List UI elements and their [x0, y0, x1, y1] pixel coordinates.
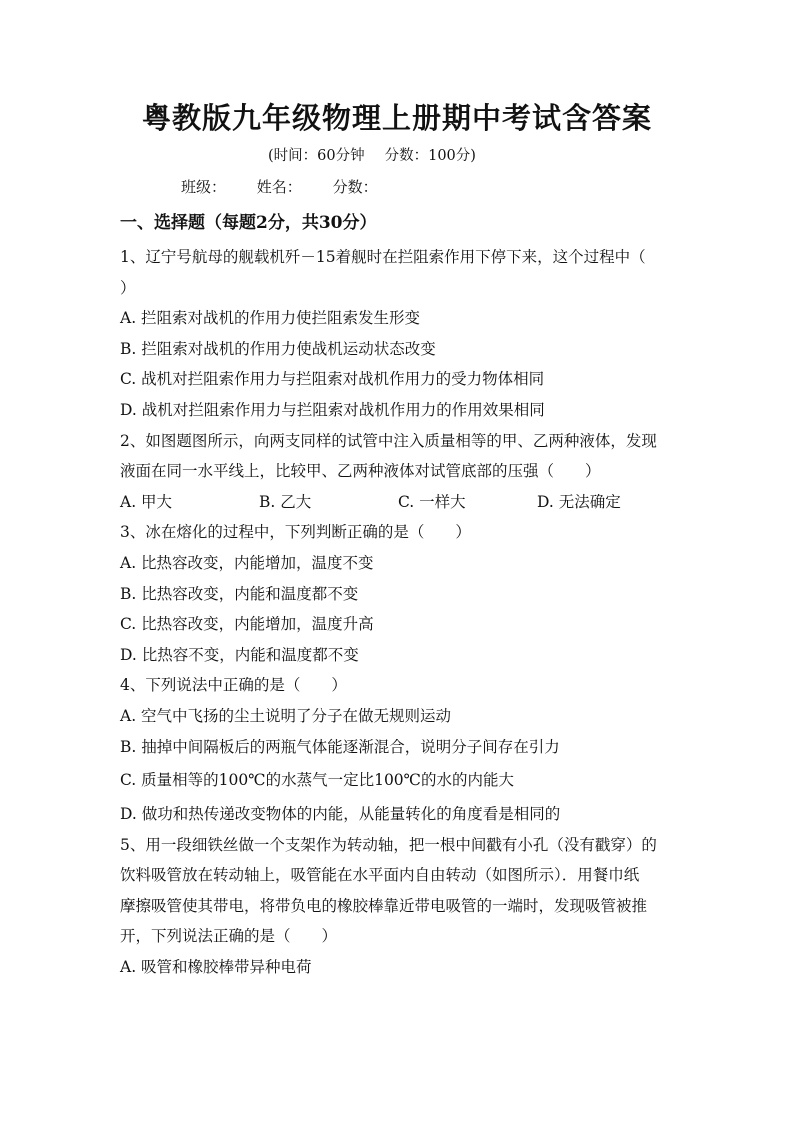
question-1-option-d: D. 战机对拦阻索作用力与拦阻索对战机作用力的作用效果相同 [120, 400, 545, 419]
exam-score: 分数：100分) [384, 148, 476, 164]
question-5-stem-cont-3: 开，下列说法正确的是（ ） [120, 927, 338, 946]
question-4-option-d: D. 做功和热传递改变物体的内能，从能量转化的角度看是相同的 [120, 805, 561, 824]
question-2-option-a: A. 甲大 [120, 492, 173, 511]
question-3-option-a: A. 比热容改变，内能增加，温度不变 [120, 553, 374, 572]
class-label: 班级： [181, 178, 227, 196]
question-2-options [120, 487, 680, 518]
question-4-option-a: A. 空气中飞扬的尘土说明了分子在做无规则运动 [120, 706, 452, 725]
question-5-option-a: A. 吸管和橡胶棒带异种电荷 [120, 958, 312, 977]
question-1-option-a: A. 拦阻索对战机的作用力使拦阻索发生形变 [120, 309, 421, 328]
student-info [181, 176, 378, 197]
question-3-option-b: B. 比热容改变，内能和温度都不变 [120, 584, 359, 603]
question-2-option-d: D. 无法确定 [537, 492, 621, 511]
section-title: 一、选择题（每题2分，共30分） [120, 213, 377, 233]
question-2-option-c: C. 一样大 [398, 492, 466, 511]
question-4-stem: 4、下列说法中正确的是（ ） [120, 676, 347, 695]
question-3-option-d: D. 比热容不变，内能和温度都不变 [120, 645, 359, 664]
score-label: 分数： [332, 178, 378, 196]
question-1-stem: 1、辽宁号航母的舰载机歼－15着舰时在拦阻索作用下停下来，这个过程中（ [120, 248, 646, 266]
question-5-stem-cont-1: 饮料吸管放在转动轴上，吸管能在水平面内自由转动（如图所示）．用餐巾纸 [120, 866, 640, 885]
exam-time: (时间：60分钟 [268, 148, 365, 164]
page-title: 粤教版九年级物理上册期中考试含答案 [141, 101, 652, 135]
question-3-stem: 3、冰在熔化的过程中，下列判断正确的是（ ） [120, 523, 471, 542]
question-2-stem-cont: 液面在同一水平线上，比较甲、乙两种液体对试管底部的压强（ ） [120, 462, 601, 481]
question-4-option-c: C. 质量相等的100℃的水蒸气一定比100℃的水的内能大 [120, 771, 515, 790]
question-2-stem: 2、如图题图所示，向两支同样的试管中注入质量相等的甲、乙两种液体，发现 [120, 431, 657, 450]
exam-meta [268, 144, 476, 165]
questions [120, 242, 680, 983]
question-5-stem: 5、用一段细铁丝做一个支架作为转动轴，把一根中间戳有小孔（没有戳穿）的 [120, 835, 657, 854]
name-label: 姓名： [256, 178, 302, 196]
question-1-option-b: B. 拦阻索对战机的作用力使战机运动状态改变 [120, 339, 436, 358]
question-1-stem-cont: ） [120, 278, 136, 297]
question-1-option-c: C. 战机对拦阻索作用力与拦阻索对战机作用力的受力物体相同 [120, 370, 545, 389]
question-4-option-b: B. 抽掉中间隔板后的两瓶气体能逐渐混合，说明分子间存在引力 [120, 737, 560, 756]
question-3-option-c: C. 比热容改变，内能增加，温度升高 [120, 615, 374, 634]
question-2-option-b: B. 乙大 [259, 492, 312, 511]
question-5-stem-cont-2: 摩擦吸管使其带电，将带负电的橡胶棒靠近带电吸管的一端时，发现吸管被推 [120, 896, 648, 915]
